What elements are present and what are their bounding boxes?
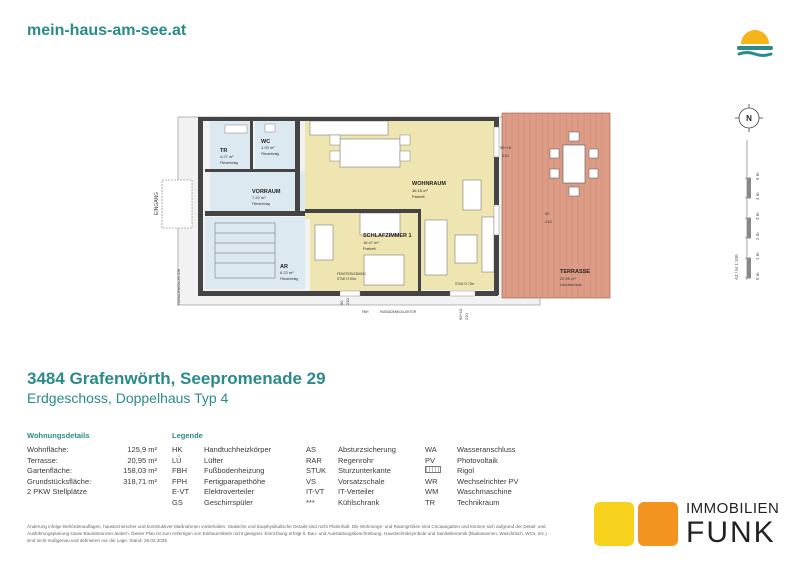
room-vorraum [210,171,305,211]
scale-tick-2: 2 m [755,232,760,240]
room-vorraum-floor: Fliesenbelag [252,202,271,206]
room-vorraum-area: 7.22 m² [252,195,266,200]
dim-door-side-h: 210 [545,219,552,224]
room-ar-floor: Fliesenbelag [280,277,299,281]
parapet-bottom: FASSADENKOLLEKTOR [380,310,417,314]
scale-tick-4: 4 m [755,192,760,200]
dim-window-a-h: 210 [502,153,509,158]
room-wc-floor: Fliesenbelag [261,152,280,156]
room-wc [255,119,295,171]
lake-logo-icon [733,26,777,66]
site-url[interactable]: mein-haus-am-see.at [27,22,187,39]
legend-heading: Legende [172,431,203,440]
brand-logo [594,500,784,550]
disclaimer-text: Änderung infolge Behördenauflagen, haustechnischer und konstruktiver Maßnahmen vorbehalten. Statische und bauphysikalische Details sind nicht Planinhalt. Die Wohnungs- und Raumgrößen sind Circaangaben und können sich aufgrund der Detail- und Ausführungsplanung sowie Bautoleranzen ändern. Dieser Plan ist zum Anfertigen von Einbaumöbeln nicht geeignet. Einrichtung erfolgt lt. Bau- und Ausstattungsbeschreibung. Haustechniksymbole und Sanitärkeramik (Badewannen, Waschtisch, WCs, etc.) sind nicht maßgenau und definieren nur die Lage. Stand: 26.02.2025 [27,524,547,543]
brand-orange-square [638,502,678,546]
dim-bottom-a-h: 210 [345,298,350,305]
room-tr [210,119,252,171]
dim-bottom-b-h: 210 [464,313,469,320]
room-ar [205,217,305,289]
room-schlafzimmer-name: SCHLAFZIMMER 1 [363,233,412,239]
dim-bottom-b-w: 90+10 [458,308,463,320]
room-ar-name: AR [280,264,288,270]
details-table [27,445,157,498]
room-schlafzimmer-area: 16.47 m² [363,240,379,245]
room-tr-floor: Fliesenbelag [220,161,239,165]
scale-tick-1: 1 m [755,252,760,260]
brand-top-text: IMMOBILIEN [686,500,780,517]
plan-entrance: EINGANG [154,191,160,215]
legend-col-2: AS Absturzsicherung RAR Regenrohr STUK Sturzunterkante VS Vorsatzschale IT-VT IT-Verteiler *** Kühlschrank [306,445,396,507]
details-row: Terrasse: 20,95 m² [27,455,157,465]
dim-bottom-a-w: 90 [339,300,344,305]
room-terrasse [502,113,610,298]
scale-side-label: A3 / M 1:100 [734,254,739,280]
parapet-left: FASSADENKOLLEKTOR [177,268,181,305]
room-wc-area: 1.93 m² [261,145,275,150]
property-title: 3484 Grafenwörth, Seepromenade 29 [27,369,326,388]
room-terrasse-floor: Lärchenholz [560,282,582,287]
room-tr-area: 4.27 m² [220,154,234,159]
scale-tick-0: 0 m [755,272,760,280]
room-ar-area: 6.23 m² [280,270,294,275]
details-heading: Wohnungsdetails [27,431,90,440]
details-row: Gartenfläche: 158,03 m² [27,466,157,475]
dim-door-side-w: 90 [545,211,550,216]
room-schlafzimmer-floor: Parkett [363,246,376,251]
scale-tick-3: 3 m [755,212,760,220]
details-row: 2 PKW Stellplätze [27,487,88,496]
scale-tick-5: 5 m [755,172,760,180]
compass-label: N [746,114,752,123]
room-terrasse-area: 20.95 m² [560,276,576,281]
rigol-icon [425,466,457,477]
scale-bar [735,130,765,285]
floor-plan [150,105,620,330]
dim-window-a-w: 95+15 [500,145,512,150]
sturz-label-1: FENSTERLEIBUNG [337,272,366,276]
details-row: Wohnfläche: 125,9 m² [27,445,157,454]
brand-yellow-square [594,502,634,546]
brand-main-text: FUNK [686,516,776,549]
room-wohnraum-area: 36.16 m² [412,188,428,193]
fbh-label: FBH [362,310,369,314]
sturz-label-2: STUK+2.73m [455,282,475,286]
room-wc-name: WC [261,139,271,145]
legend-col-1: HK Handtuchheizkörper LÜ Lüfter FBH Fußbodenheizung FPH Fertigparapethöhe E-VT Elektroverteiler GS Geschirrspüler [172,445,272,507]
room-terrasse-name: TERRASSE [560,269,590,275]
sturz-label-1b: STUK+2.50m [337,277,357,281]
room-wohnraum-floor: Parkett [412,194,425,199]
north-compass-icon [735,104,763,132]
details-row: Grundstücksfläche: 318,71 m² [27,476,157,486]
room-wohnraum-name: WOHNRAUM [412,181,446,187]
room-vorraum-name: VORRAUM [252,189,281,195]
legend-col-3: WA Wasseranschluss PV Photovoltaik Rigol WR Wechselrichter PV WM Waschmaschine TR Technikraum [425,445,519,507]
room-tr-name: TR [220,148,228,154]
property-subtitle: Erdgeschoss, Doppelhaus Typ 4 [27,390,229,406]
